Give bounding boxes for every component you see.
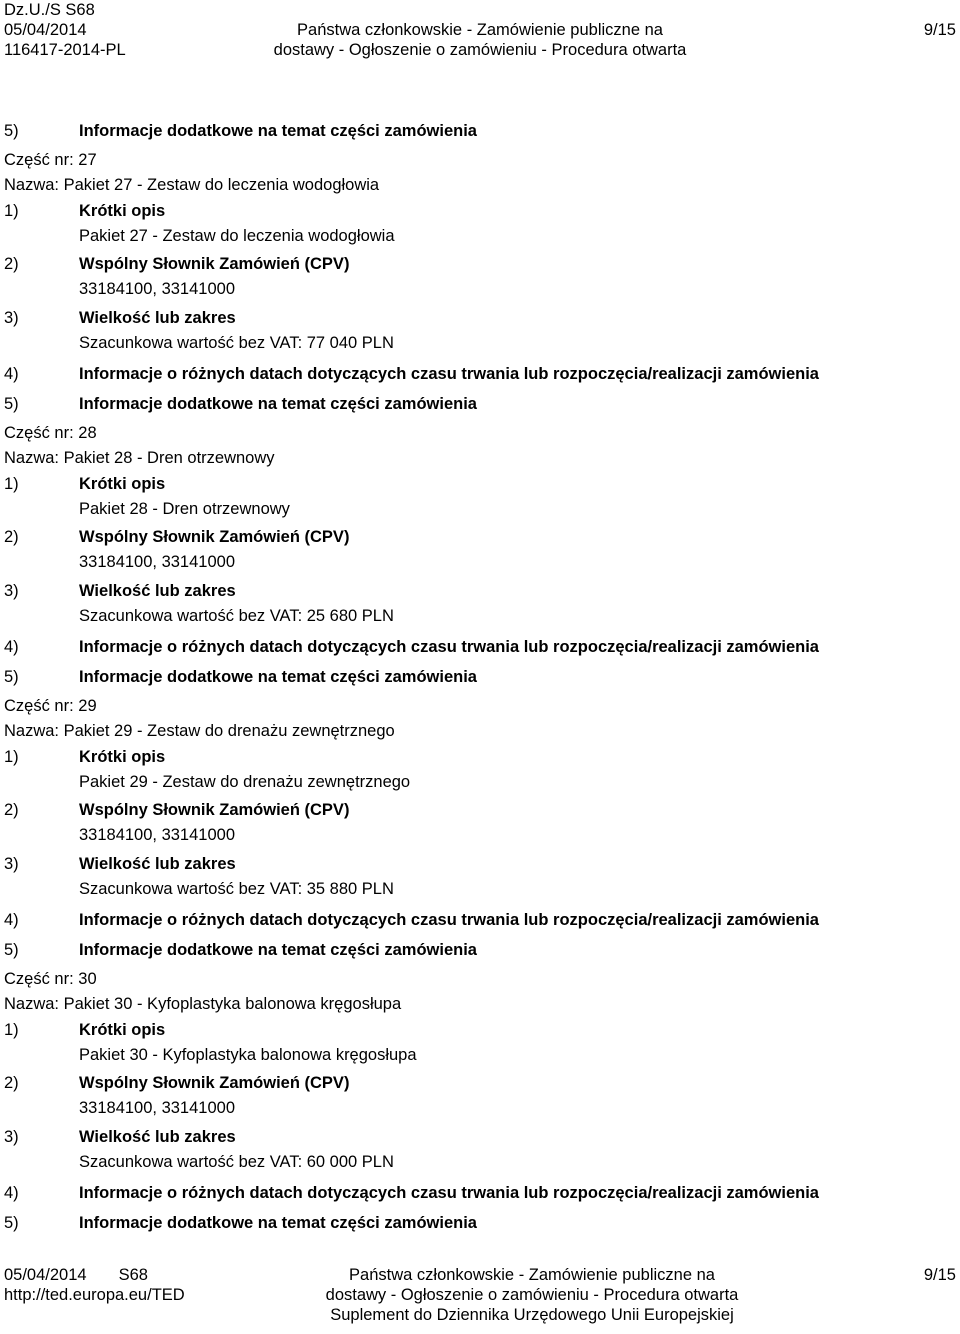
cpv-value: 33184100, 33141000 [79, 280, 235, 298]
section-number: 2) [4, 528, 19, 546]
section-label: Informacje dodatkowe na temat części zamówienia [79, 122, 477, 140]
header-title-line1: Państwa członkowskie - Zamówienie publiczne na [297, 21, 663, 39]
dates-info-label: Informacje o różnych datach dotyczących czasu trwania lub rozpoczęcia/realizacji zamówienia [79, 365, 819, 383]
scope-value: Szacunkowa wartość bez VAT: 60 000 PLN [79, 1153, 394, 1171]
scope-label: Wielkość lub zakres [79, 1128, 236, 1146]
short-description-label: Krótki opis [79, 748, 166, 766]
cpv-label: Wspólny Słownik Zamówień (CPV) [79, 255, 350, 273]
dates-info-label: Informacje o różnych datach dotyczących czasu trwania lub rozpoczęcia/realizacji zamówienia [79, 911, 819, 929]
section-number: 4) [4, 638, 19, 656]
section-number: 5) [4, 122, 19, 140]
section-number: 5) [4, 395, 19, 413]
short-description-value: Pakiet 30 - Kyfoplastyka balonowa kręgosłupa [79, 1046, 417, 1064]
header-center [0, 20, 960, 60]
section-number: 2) [4, 255, 19, 273]
part-number: Część nr: 30 [4, 970, 97, 988]
footer-center [0, 1265, 960, 1325]
footer-page-number: 9/15 [923, 1266, 956, 1284]
short-description-label: Krótki opis [79, 202, 166, 220]
section-number: 1) [4, 475, 19, 493]
footer-supplement: Suplement do Dziennika Urzędowego Unii Europejskiej [330, 1306, 734, 1324]
cpv-value: 33184100, 33141000 [79, 1099, 235, 1117]
footer-date: 05/04/2014 [4, 1266, 87, 1284]
header-date: 05/04/2014 [4, 21, 87, 39]
cpv-label: Wspólny Słownik Zamówień (CPV) [79, 528, 350, 546]
section-number: 3) [4, 1128, 19, 1146]
footer-ref: S68 [118, 1266, 148, 1284]
part-name: Nazwa: Pakiet 28 - Dren otrzewnowy [4, 449, 275, 467]
short-description-value: Pakiet 28 - Dren otrzewnowy [79, 500, 290, 518]
part-number: Część nr: 29 [4, 697, 97, 715]
footer-url[interactable]: http://ted.europa.eu/TED [4, 1286, 185, 1304]
section-number: 3) [4, 309, 19, 327]
scope-label: Wielkość lub zakres [79, 855, 236, 873]
additional-info-label: Informacje dodatkowe na temat części zamówienia [79, 395, 477, 413]
cpv-value: 33184100, 33141000 [79, 553, 235, 571]
scope-value: Szacunkowa wartość bez VAT: 77 040 PLN [79, 334, 394, 352]
part-name: Nazwa: Pakiet 29 - Zestaw do drenażu zewnętrznego [4, 722, 395, 740]
header-journal-ref: Dz.U./S S68 [4, 1, 95, 19]
section-number: 2) [4, 801, 19, 819]
dates-info-label: Informacje o różnych datach dotyczących czasu trwania lub rozpoczęcia/realizacji zamówienia [79, 638, 819, 656]
section-number: 3) [4, 582, 19, 600]
part-number: Część nr: 28 [4, 424, 97, 442]
part-number: Część nr: 27 [4, 151, 97, 169]
section-number: 1) [4, 202, 19, 220]
short-description-label: Krótki opis [79, 475, 166, 493]
part-name: Nazwa: Pakiet 30 - Kyfoplastyka balonowa kręgosłupa [4, 995, 402, 1013]
section-number: 2) [4, 1074, 19, 1092]
header-notice-id: 116417-2014-PL [4, 41, 126, 59]
scope-value: Szacunkowa wartość bez VAT: 25 680 PLN [79, 607, 394, 625]
scope-label: Wielkość lub zakres [79, 309, 236, 327]
header-title-line2: dostawy - Ogłoszenie o zamówieniu - Procedura otwarta [273, 41, 687, 59]
section-number: 3) [4, 855, 19, 873]
footer-title-line1: Państwa członkowskie - Zamówienie publiczne na [349, 1266, 715, 1284]
section-number: 4) [4, 911, 19, 929]
part-name: Nazwa: Pakiet 27 - Zestaw do leczenia wodogłowia [4, 176, 380, 194]
cpv-value: 33184100, 33141000 [79, 826, 235, 844]
additional-info-label: Informacje dodatkowe na temat części zamówienia [79, 1214, 477, 1232]
scope-label: Wielkość lub zakres [79, 582, 236, 600]
cpv-label: Wspólny Słownik Zamówień (CPV) [79, 801, 350, 819]
section-number: 1) [4, 1021, 19, 1039]
section-number: 1) [4, 748, 19, 766]
header-page-number: 9/15 [923, 21, 956, 39]
section-number: 5) [4, 668, 19, 686]
section-number: 4) [4, 365, 19, 383]
section-number: 4) [4, 1184, 19, 1202]
short-description-label: Krótki opis [79, 1021, 166, 1039]
dates-info-label: Informacje o różnych datach dotyczących czasu trwania lub rozpoczęcia/realizacji zamówienia [79, 1184, 819, 1202]
section-number: 5) [4, 1214, 19, 1232]
scope-value: Szacunkowa wartość bez VAT: 35 880 PLN [79, 880, 394, 898]
footer-title-line2: dostawy - Ogłoszenie o zamówieniu - Procedura otwarta [325, 1286, 739, 1304]
short-description-value: Pakiet 29 - Zestaw do drenażu zewnętrznego [79, 773, 411, 791]
short-description-value: Pakiet 27 - Zestaw do leczenia wodogłowia [79, 227, 395, 245]
section-number: 5) [4, 941, 19, 959]
additional-info-label: Informacje dodatkowe na temat części zamówienia [79, 668, 477, 686]
cpv-label: Wspólny Słownik Zamówień (CPV) [79, 1074, 350, 1092]
additional-info-label: Informacje dodatkowe na temat części zamówienia [79, 941, 477, 959]
